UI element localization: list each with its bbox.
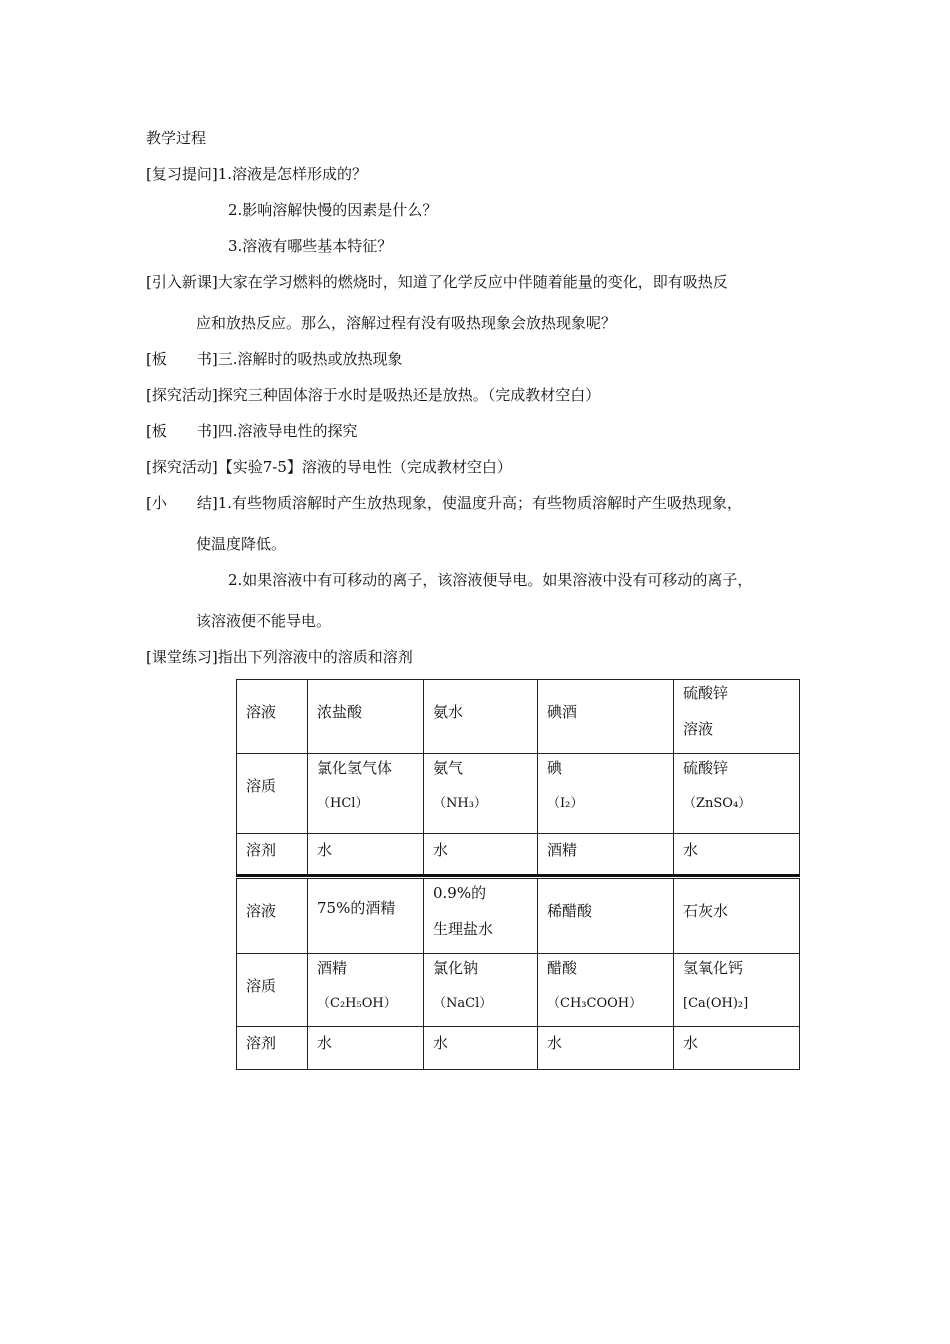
- board-label-2: [板 书]: [146, 422, 218, 440]
- table-cell: 水: [538, 1027, 674, 1070]
- summary-line-3: 2.如果溶液中有可移动的离子，该溶液便导电。如果溶液中没有可移动的离子，: [228, 571, 753, 589]
- row-header-solute: 溶质: [237, 754, 308, 834]
- board-line-1: [146, 349, 403, 369]
- row-header-solution: 溶液: [237, 879, 308, 954]
- cell-formula: （HCl）: [317, 796, 369, 811]
- table-cell: [424, 954, 538, 1027]
- cell-formula: （I₂）: [547, 796, 584, 811]
- cell-formula: （NH₃）: [433, 796, 487, 811]
- table-row: [237, 754, 800, 834]
- cell-formula: （CH₃COOH）: [547, 996, 643, 1011]
- table-cell: 水: [674, 1027, 800, 1070]
- table-cell: [424, 879, 538, 954]
- exercise-table-2: [236, 878, 800, 1070]
- table-cell: 水: [308, 834, 424, 876]
- cell-formula: [Ca(OH)₂]: [683, 996, 749, 1011]
- practice-label: [课堂练习]: [146, 648, 218, 666]
- table-cell: 水: [424, 1027, 538, 1070]
- table-cell: [424, 754, 538, 834]
- cell-formula: （NaCl）: [433, 996, 493, 1011]
- intro-line-1: [146, 272, 728, 292]
- row-header-solvent: 溶剂: [237, 834, 308, 876]
- board-text-1: 三.溶解时的吸热或放热现象: [217, 350, 403, 368]
- table-cell: 氨水: [424, 680, 538, 754]
- explore-text-1: 探究三种固体溶于水时是吸热还是放热。（完成教材空白）: [217, 386, 601, 404]
- table-cell: [538, 754, 674, 834]
- cell-text: 硫酸锌: [683, 684, 729, 702]
- table-cell: [538, 954, 674, 1027]
- table-cell: 水: [674, 834, 800, 876]
- row-header-solute: 溶质: [237, 954, 308, 1027]
- cell-text: 碘: [547, 759, 563, 777]
- explore-line-1: [146, 385, 600, 405]
- intro-line-2: 应和放热反应。那么，溶解过程有没有吸热现象会放热现象呢？: [196, 314, 617, 332]
- table-cell: 水: [424, 834, 538, 876]
- summary-text-1: 1.有些物质溶解时产生放热现象，使温度升高；有些物质溶解时产生吸热现象，: [217, 494, 743, 512]
- review-label: [复习提问]: [146, 165, 218, 183]
- table-cell: [308, 754, 424, 834]
- table-cell: 石灰水: [674, 879, 800, 954]
- cell-text: 酒精: [317, 959, 348, 977]
- explore-text-2: 【实验7-5】溶液的导电性（完成教材空白）: [217, 458, 512, 476]
- intro-label: [引入新课]: [146, 273, 218, 291]
- summary-label: [小 结]: [146, 494, 218, 512]
- table-cell: [674, 754, 800, 834]
- review-line-1: [146, 164, 367, 184]
- table-cell: 稀醋酸: [538, 879, 674, 954]
- intro-text-1: 大家在学习燃料的燃烧时，知道了化学反应中伴随着能量的变化，即有吸热反: [217, 273, 728, 291]
- table-cell: [308, 954, 424, 1027]
- board-text-2: 四.溶液导电性的探究: [217, 422, 358, 440]
- cell-text: 0.9%的: [433, 884, 487, 902]
- section-title: 教学过程: [146, 129, 207, 147]
- table-cell: 浓盐酸: [308, 680, 424, 754]
- review-question-2: 2.影响溶解快慢的因素是什么？: [228, 201, 438, 219]
- table-cell: [674, 680, 800, 754]
- practice-line: [146, 647, 413, 667]
- exercise-table-1: [236, 679, 800, 877]
- table-row: [237, 680, 800, 754]
- explore-label-2: [探究活动]: [146, 458, 218, 476]
- explore-label-1: [探究活动]: [146, 386, 218, 404]
- board-line-2: [146, 421, 358, 441]
- cell-text: 醋酸: [547, 959, 578, 977]
- practice-text: 指出下列溶液中的溶质和溶剂: [217, 648, 413, 666]
- table-row: [237, 834, 800, 876]
- table-row: [237, 954, 800, 1027]
- table-cell: 酒精: [538, 834, 674, 876]
- explore-line-2: [146, 457, 512, 477]
- summary-line-1: [146, 493, 742, 513]
- cell-text: 氢氧化钙: [683, 959, 744, 977]
- row-header-solution: 溶液: [237, 680, 308, 754]
- summary-line-4: 该溶液便不能导电。: [196, 612, 332, 630]
- cell-text: 氯化钠: [433, 959, 479, 977]
- review-question-3: 3.溶液有哪些基本特征？: [228, 237, 393, 255]
- table-cell: 水: [308, 1027, 424, 1070]
- cell-text: 氨气: [433, 759, 464, 777]
- cell-formula: （C₂H₅OH）: [317, 996, 397, 1011]
- cell-formula: （ZnSO₄）: [683, 796, 752, 811]
- table-row: [237, 1027, 800, 1070]
- table-cell: [674, 954, 800, 1027]
- table-cell: 75%的酒精: [308, 879, 424, 954]
- cell-text: 溶液: [683, 720, 714, 738]
- table-row: [237, 879, 800, 954]
- row-header-solvent: 溶剂: [237, 1027, 308, 1070]
- summary-line-2: 使温度降低。: [196, 535, 287, 553]
- table-cell: 碘酒: [538, 680, 674, 754]
- cell-text: 生理盐水: [433, 920, 494, 938]
- review-question-1: 1.溶液是怎样形成的？: [217, 165, 368, 183]
- cell-text: 硫酸锌: [683, 759, 729, 777]
- cell-text: 氯化氢气体: [317, 759, 393, 777]
- board-label-1: [板 书]: [146, 350, 218, 368]
